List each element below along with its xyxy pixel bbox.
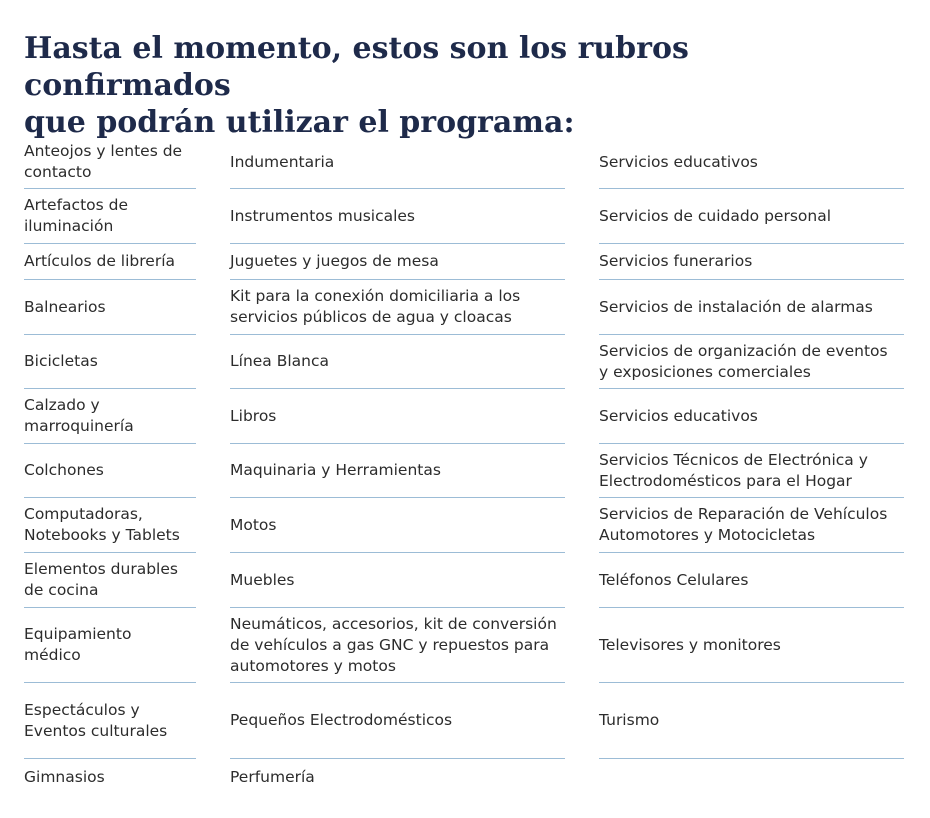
category-item: Colchones xyxy=(24,444,196,498)
category-item: Muebles xyxy=(230,553,565,608)
category-item: Perfumería xyxy=(230,767,315,786)
category-item: Línea Blanca xyxy=(230,335,565,389)
category-item: Espectáculos y Eventos culturales xyxy=(24,683,196,759)
category-item: Artefactos de iluminación xyxy=(24,189,196,244)
category-item: Servicios educativos xyxy=(599,136,904,189)
category-item: Servicios Técnicos de Electrónica y Electrodomésticos para el Hogar xyxy=(599,444,904,498)
category-item: Anteojos y lentes de contacto xyxy=(24,136,196,189)
category-item: Bicicletas xyxy=(24,335,196,389)
title-line-1: Hasta el momento, estos son los rubros confirmados xyxy=(24,31,689,103)
category-item: Servicios funerarios xyxy=(599,244,904,280)
category-item: Gimnasios xyxy=(24,767,105,786)
category-item: Maquinaria y Herramientas xyxy=(230,444,565,498)
category-item: Pequeños Electrodomésticos xyxy=(230,683,565,759)
category-item: Balnearios xyxy=(24,280,196,335)
category-item: Libros xyxy=(230,389,565,444)
category-item: Servicios educativos xyxy=(599,389,904,444)
category-item: Servicios de Reparación de Vehículos Automotores y Motocicletas xyxy=(599,498,904,553)
categories-table xyxy=(24,136,904,795)
title-line-2: que podrán utilizar el programa: xyxy=(24,105,575,140)
category-item: Juguetes y juegos de mesa xyxy=(230,244,565,280)
category-item: Neumáticos, accesorios, kit de conversión de vehículos a gas GNC y repuestos para automotores y motos xyxy=(230,608,565,683)
category-item: Servicios de instalación de alarmas xyxy=(599,280,904,335)
category-item: Teléfonos Celulares xyxy=(599,553,904,608)
category-item: Equipamiento médico xyxy=(24,608,196,683)
category-item: Instrumentos musicales xyxy=(230,189,565,244)
category-item: Motos xyxy=(230,498,565,553)
category-item: Elementos durables de cocina xyxy=(24,553,196,608)
category-item: Televisores y monitores xyxy=(599,608,904,683)
empty-cell xyxy=(599,759,904,795)
category-item: Servicios de cuidado personal xyxy=(599,189,904,244)
category-item: Servicios de organización de eventos y exposiciones comerciales xyxy=(599,335,904,389)
category-item: Turismo xyxy=(599,683,904,759)
category-item: Computadoras, Notebooks y Tablets xyxy=(24,498,196,553)
category-item: Indumentaria xyxy=(230,136,565,189)
category-item: Calzado y marroquinería xyxy=(24,389,196,444)
category-item: Artículos de librería xyxy=(24,244,196,280)
page-title xyxy=(24,30,904,141)
category-item: Kit para la conexión domiciliaria a los servicios públicos de agua y cloacas xyxy=(230,280,565,335)
